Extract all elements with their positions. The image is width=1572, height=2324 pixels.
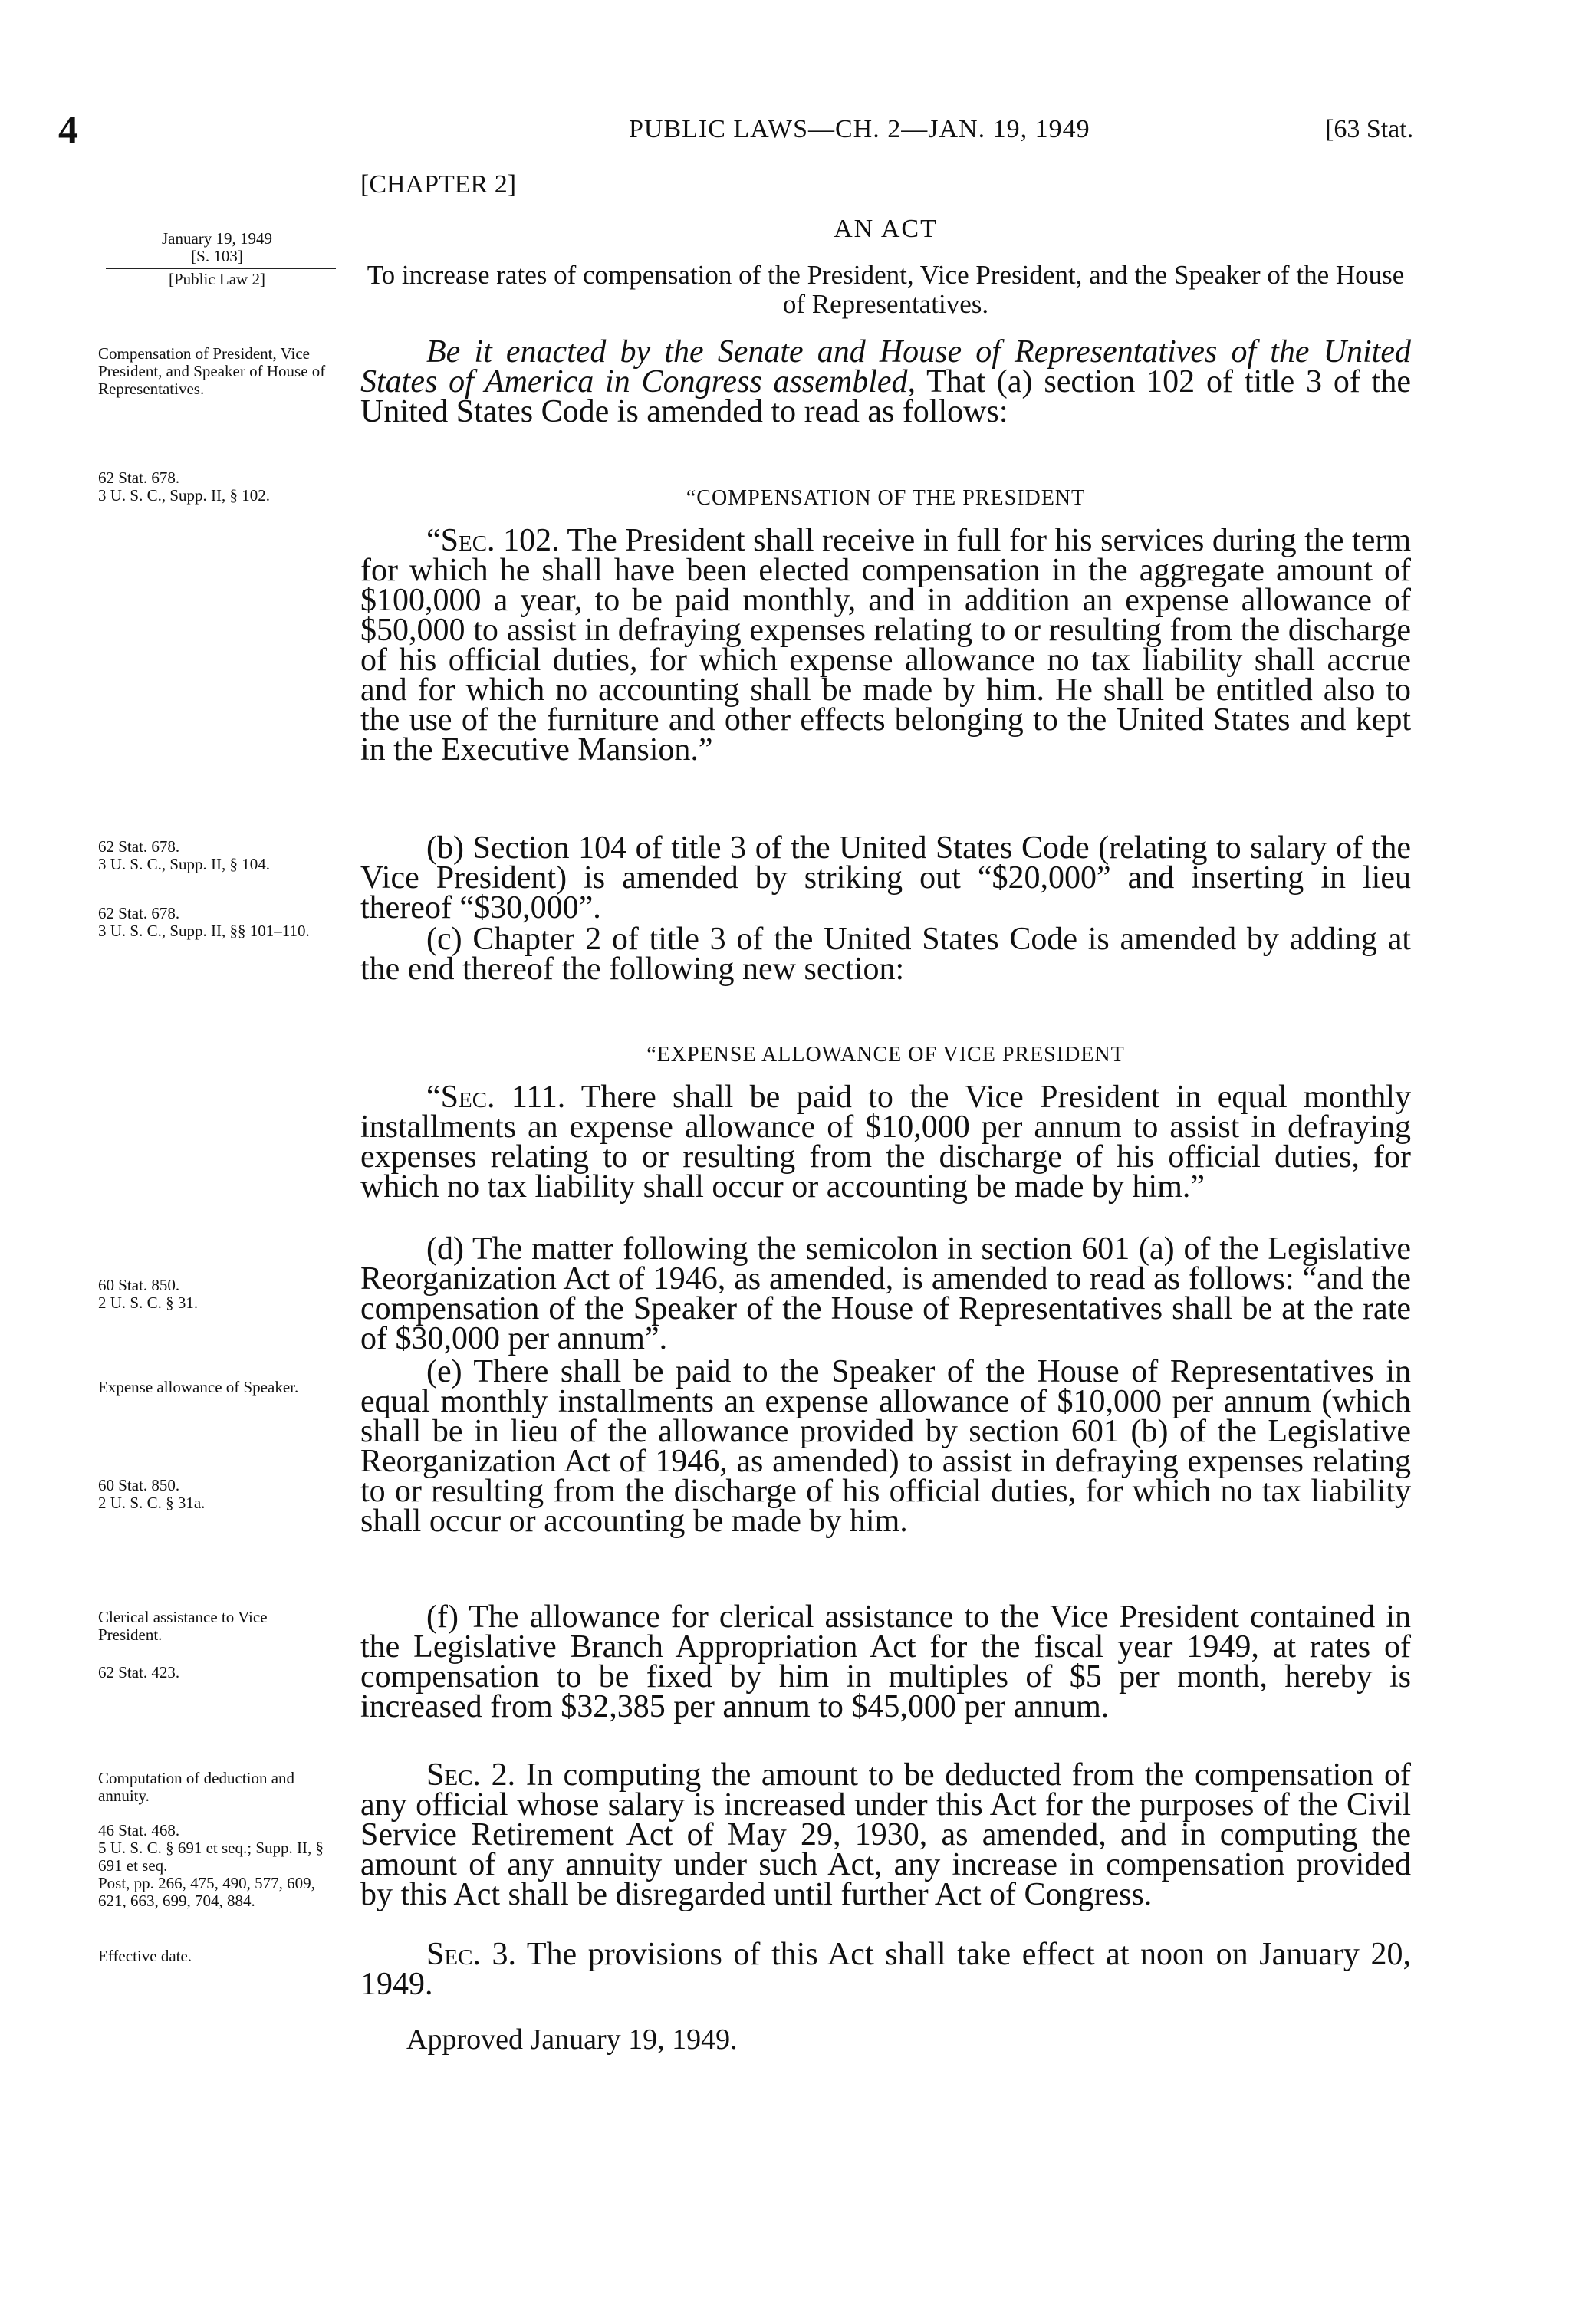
margin-note-effective-date: Effective date. xyxy=(98,1947,192,1965)
approval-line: Approved January 19, 1949. xyxy=(406,2023,738,2056)
margin-public-law: [Public Law 2] xyxy=(169,270,265,288)
section-heading-expense: “EXPENSE ALLOWANCE OF VICE PRESIDENT xyxy=(646,1043,1125,1067)
chapter-label: [CHAPTER 2] xyxy=(360,170,517,199)
act-title: To increase rates of compensation of the President, Vice President, and the Speaker of the House of Representatives. xyxy=(367,260,1405,319)
enacting-clause: Be it enacted by the Senate and House of Representatives of the United States of America in Congress assembled, That (a) section 102 of title 3 of the United States Code is amended to read as follows: xyxy=(360,334,1411,429)
margin-citation-7: 46 Stat. 468. 5 U. S. C. § 691 et seq.; Supp. II, § 691 et seq. Post, pp. 266, 475, 490, 577, 609, 621, 663, 699, 704, 884. xyxy=(98,1821,324,1910)
margin-note-clerical: Clerical assistance to Vice President. xyxy=(98,1608,268,1644)
margin-citation-1: 62 Stat. 678. 3 U. S. C., Supp. II, § 102. xyxy=(98,468,271,505)
margin-citation-6: 62 Stat. 423. xyxy=(98,1663,180,1681)
paragraph-d: (d) The matter following the semicolon in section 601 (a) of the Legislative Reorganization Act of 1946, as amended, is amended to read as follows: “and the compensation of the Speaker of the House of Representatives shall be at the rate of $30,000 per annum”. xyxy=(360,1231,1411,1356)
section-102: “Sec. 102. The President shall receive in full for his services during the term for which he shall have been elected compensation in the aggregate amount of $100,000 a year, to be paid monthly, and in addition an expense allowance of $50,000 to assist in defraying expenses relating to or resulting from the discharge of his official duties, for which expense allowance no tax liability shall accrue and for which no accounting shall be made by him. He shall be entitled also to the use of the furniture and other effects belonging to the United States and kept in the Executive Mansion.” xyxy=(360,523,1411,768)
margin-date: January 19, 1949 xyxy=(161,229,273,248)
margin-note-expense-speaker: Expense allowance of Speaker. xyxy=(98,1378,299,1396)
paragraph-c: (c) Chapter 2 of title 3 of the United States Code is amended by adding at the end thereof the following new section: xyxy=(360,922,1411,987)
paragraph-f: (f) The allowance for clerical assistance to the Vice President contained in the Legislative Branch Appropriation Act for the fiscal year 1949, at rates of compensation to be fixed by him in multiples of $5 per month, hereby is increased from $32,385 per annum to $45,000 per annum. xyxy=(360,1599,1411,1724)
paragraph-e: (e) There shall be paid to the Speaker of the House of Representatives in equal monthly installments an expense allowance of $10,000 per annum (which shall be in lieu of the allowance provided by section 601 (b) of the Legislative Reorganization Act of 1946, as amended) to assist in defraying expenses relating to or resulting from the discharge of his official duties, for which no tax liability shall occur or accounting be made by him. xyxy=(360,1354,1411,1539)
margin-bill-info xyxy=(98,230,336,288)
section-2: Sec. 2. In computing the amount to be deducted from the compensation of any official whose salary is increased under this Act for the purposes of the Civil Service Retirement Act of May 29, 1930, as amended, and in computing the amount of any annuity under such Act, any increase in compensation provided by this Act shall be disregarded until further Act of Congress. xyxy=(360,1757,1412,1912)
section-3: Sec. 3. The provisions of this Act shall take effect at noon on January 20, 1949. xyxy=(360,1937,1411,2002)
page-number: 4 xyxy=(58,108,78,152)
margin-citation-2: 62 Stat. 678. 3 U. S. C., Supp. II, § 104. xyxy=(98,837,271,873)
section-heading-compensation: “COMPENSATION OF THE PRESIDENT xyxy=(686,486,1086,510)
margin-citation-3: 62 Stat. 678. 3 U. S. C., Supp. II, §§ 101–110. xyxy=(98,904,310,940)
running-title: PUBLIC LAWS—CH. 2—JAN. 19, 1949 xyxy=(629,115,1090,143)
section-111: “Sec. 111. There shall be paid to the Vice President in equal monthly installments an expense allowance of $10,000 per annum to assist in defraying expenses relating to or resulting from the discharge of his official duties, for which no tax liability shall occur or accounting be made by him.” xyxy=(360,1080,1411,1205)
paragraph-b: (b) Section 104 of title 3 of the United States Code (relating to salary of the Vice President) is amended by striking out “$20,000” and inserting in lieu thereof “$30,000”. xyxy=(360,830,1411,925)
margin-citation-5: 60 Stat. 850. 2 U. S. C. § 31a. xyxy=(98,1476,206,1512)
volume-citation: [63 Stat. xyxy=(1325,115,1414,143)
margin-divider xyxy=(106,268,336,269)
margin-citation-4: 60 Stat. 850. 2 U. S. C. § 31. xyxy=(98,1276,199,1312)
act-heading: AN ACT xyxy=(834,215,938,243)
margin-note-computation: Computation of deduction and annuity. xyxy=(98,1769,295,1805)
margin-note-compensation: Compensation of President, Vice President, and Speaker of House of Representatives. xyxy=(98,344,326,398)
margin-bill-number: [S. 103] xyxy=(191,247,243,265)
